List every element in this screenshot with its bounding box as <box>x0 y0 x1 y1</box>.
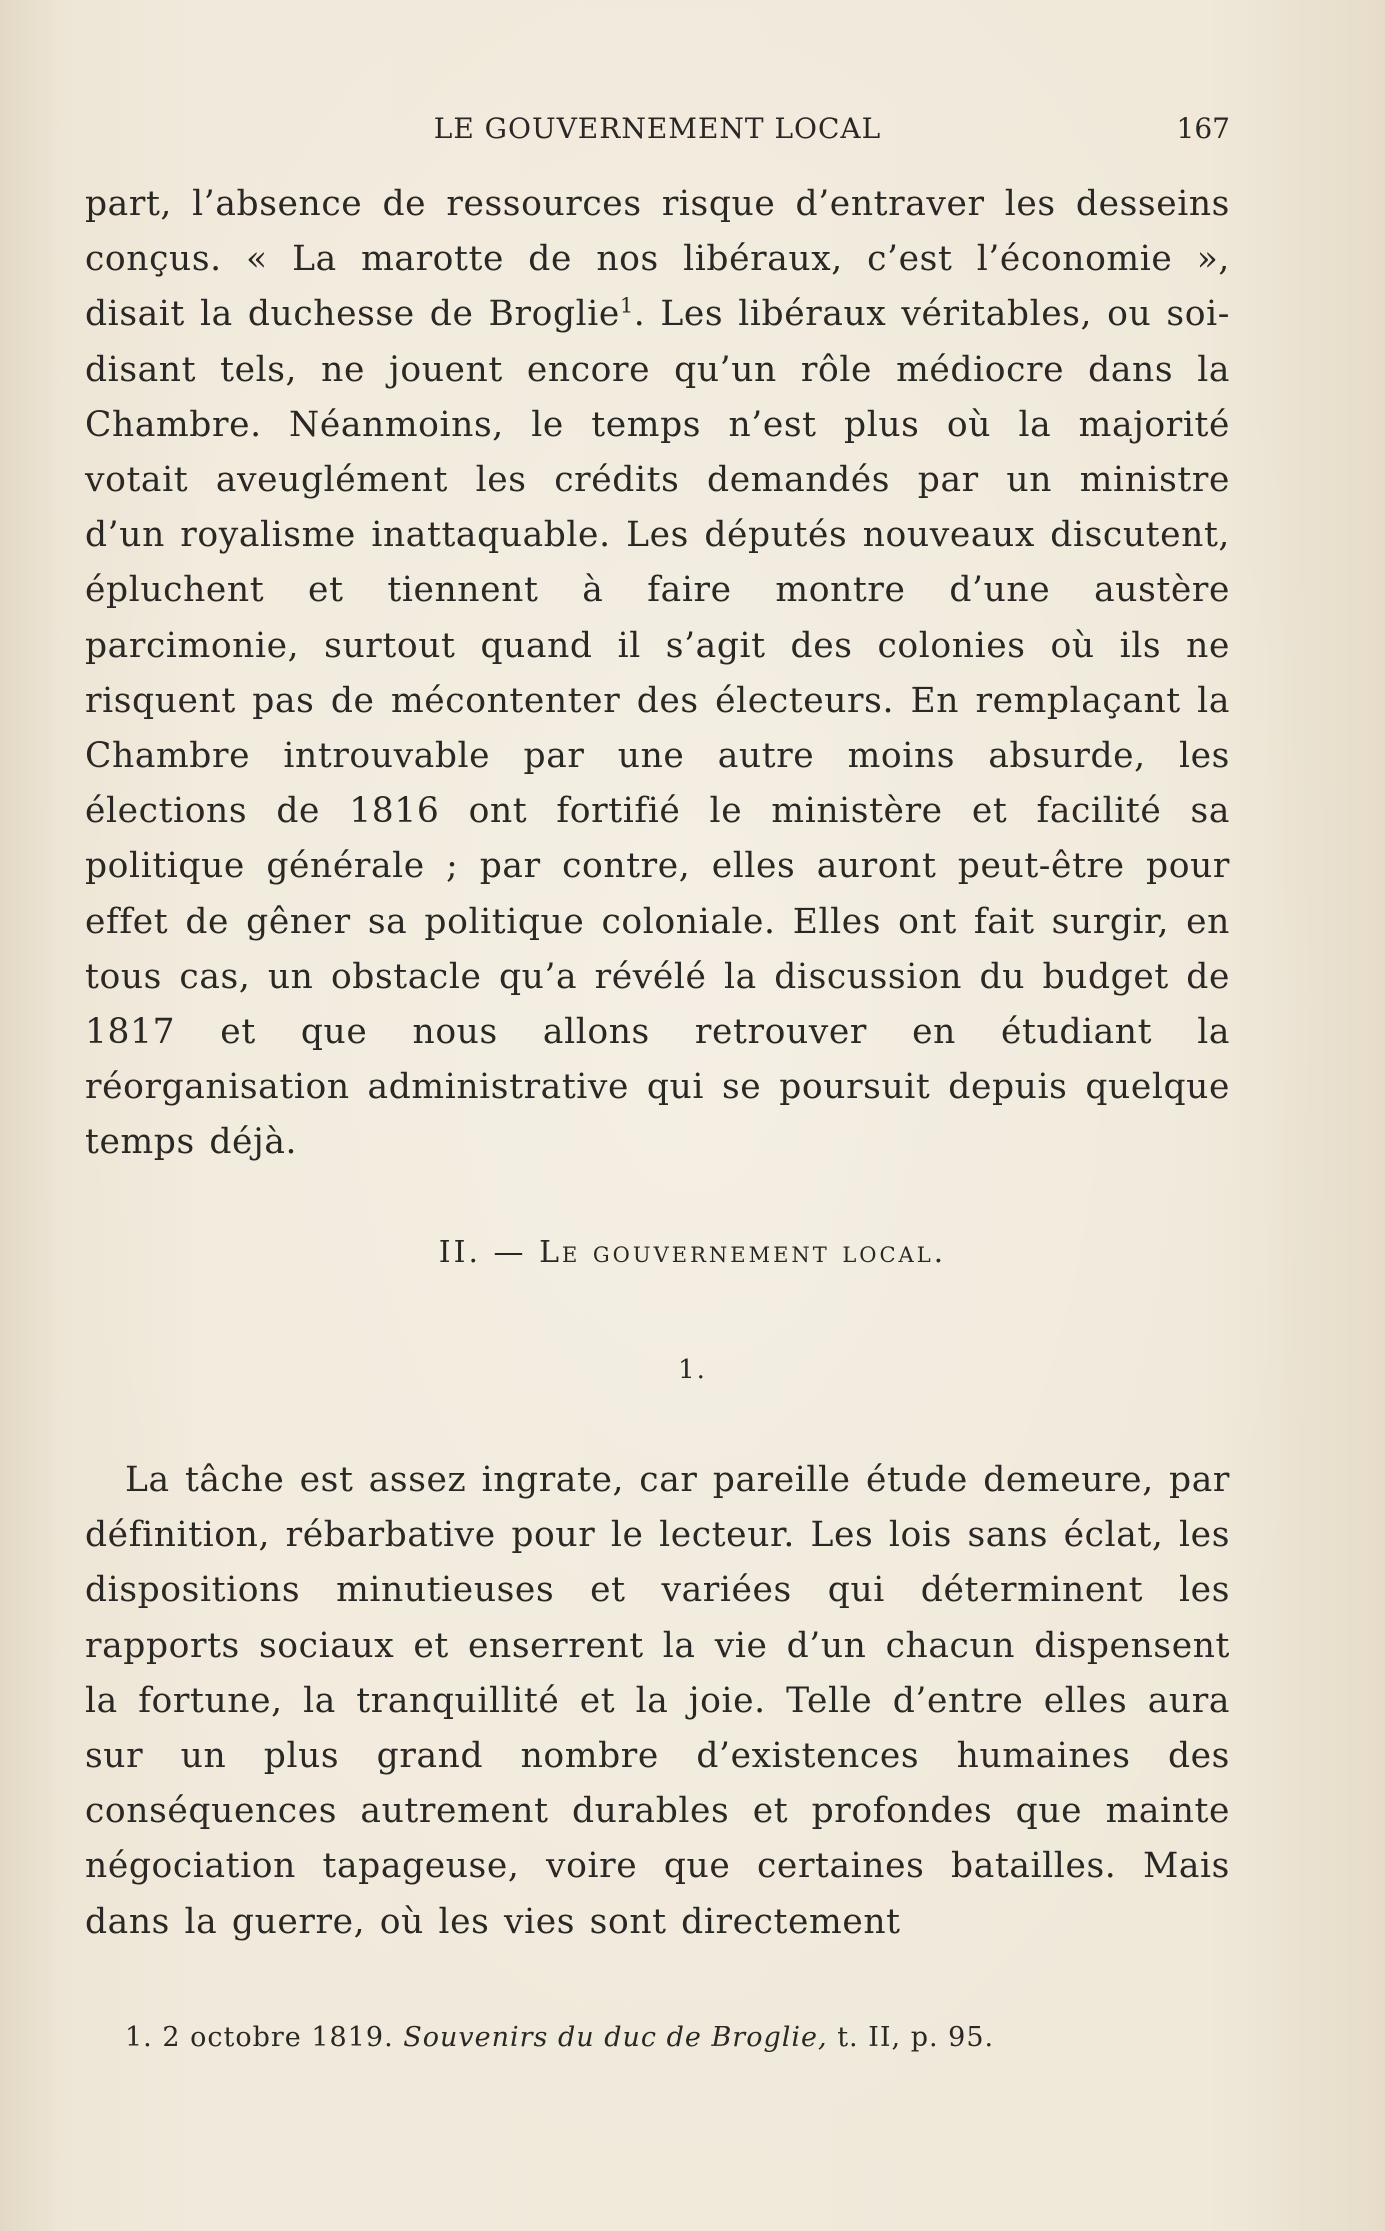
footnote-reference-pages: t. II, p. 95. <box>837 2022 995 2053</box>
section-heading <box>0 1235 1385 1270</box>
section-number: II. — <box>438 1235 527 1270</box>
paragraph-1-text-b: . Les libéraux véritables, ou soi-disant tels, ne jouent encore qu’un rôle médiocre dans la Chambre. Néanmoins, le temps n’est plus où la majorité votait aveuglément les crédits demandés par un ministre d’un royalisme inattaquable. Les députés nouveaux discutent, épluchent et tiennent à faire montre d’une austère parcimonie, surtout quand il s’agit des colonies où ils ne risquent pas de mécontenter des électeurs. En remplaçant la Chambre introuvable par une autre moins absurde, les élections de 1816 ont fortifié le ministère et facilité sa politique générale ; par contre, elles auront peut-être pour effet de gêner sa politique coloniale. Elles ont fait surgir, en tous cas, un obstacle qu’a révélé la discussion du budget de 1817 et que nous allons retrouver en étudiant la réorganisation administrative qui se poursuit depuis quelque temps déjà. <box>85 294 1230 1163</box>
page-number: 167 <box>1176 112 1230 145</box>
paragraph-2: La tâche est assez ingrate, car pareille étude demeure, par définition, rébarbative pour le lecteur. Les lois sans éclat, les dispositions minutieuses et variées qui déterminent les rapports sociaux et enserrent la vie d’un chacun dispensent la fortune, la tranquillité et la joie. Telle d’entre elles aura sur un plus grand nombre d’existences humaines des conséquences autrement durables et profondes que mainte négociation tapageuse, voire que certaines batailles. Mais dans la guerre, où les vies sont directement <box>85 1460 1230 1942</box>
footnote-reference: 1 <box>619 293 634 318</box>
footnote-marker: 1. <box>125 2022 153 2053</box>
footnote <box>125 2022 1225 2053</box>
running-head <box>85 112 1230 152</box>
footnote-source: Souvenirs du duc de Broglie, <box>403 2022 828 2053</box>
section-title: Le gouvernement local. <box>539 1235 947 1270</box>
paragraph-1 <box>85 177 1230 1171</box>
footnote-date: 2 octobre 1819. <box>162 2022 394 2053</box>
running-title: LE GOUVERNEMENT LOCAL <box>433 112 882 145</box>
paragraph-1-text-a: part, l’absence de ressources risque d’entraver les desseins conçus. « La marotte de nos libéraux, c’est l’économie », disait la duchesse de Broglie <box>85 184 1230 335</box>
subsection-number: 1. <box>678 1355 707 1385</box>
